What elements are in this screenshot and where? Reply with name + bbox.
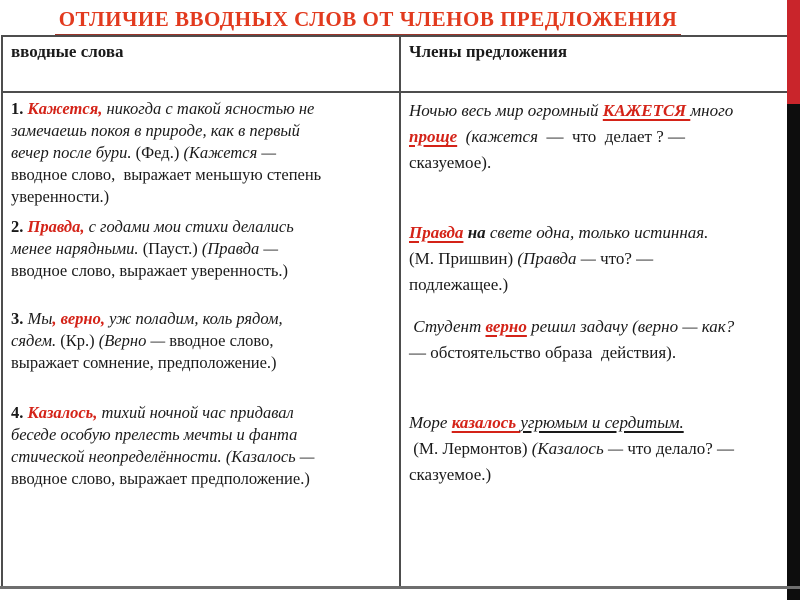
right-example-2: Правда на свете одна, только истинная. (М. Пришвин) (Правда — что? — подлежащее.) [409, 223, 709, 294]
left-column-cell [2, 92, 400, 586]
table-bottom-border [0, 586, 800, 589]
right-example-1: Ночью весь мир огромный КАЖЕТСЯ много проще (кажется — что делает ? — сказуемое). [409, 101, 734, 172]
left-example-4: 4. Казалось, тихий ночной час придавал беседе особую прелесть мечты и фанта стической неопределённости. (Казалось — вводное слово, выражает предположение.) [11, 403, 315, 488]
right-example-3: Студент верно решил задачу (верно — как? — обстоятельство образа действия). [409, 317, 735, 362]
left-example-2: 2. Правда, с годами мои стихи делались менее нарядными. (Пауст.) (Правда — вводное слово, выражает уверенность.) [11, 217, 294, 280]
comparison-table [1, 35, 800, 586]
table-row [2, 92, 800, 586]
left-example-3: 3. Мы, верно, уж поладим, коль рядом, сядем. (Кр.) (Верно — вводное слово, выражает сомнение, предположение.) [11, 309, 283, 372]
left-example-1: 1. Кажется, никогда с такой ясностью не замечаешь покоя в природе, как в первый вечер после бури. (Фед.) (Кажется — вводное слово, выражает меньшую степень уверенности.) [11, 99, 322, 206]
column-header-introductory-words: вводные слова [2, 36, 400, 92]
title-row [0, 7, 800, 36]
header-row [2, 36, 800, 92]
right-column-cell [400, 92, 800, 586]
column-header-sentence-members: Члены предложения [400, 36, 800, 92]
red-edge-stripe [787, 0, 800, 104]
page-title: ОТЛИЧИЕ ВВОДНЫХ СЛОВ ОТ ЧЛЕНОВ ПРЕДЛОЖЕНИЯ [55, 7, 682, 36]
black-edge-stripe [787, 104, 800, 600]
right-example-4: Море казалось угрюмым и сердитым. (М. Лермонтов) (Казалось — что делало? — сказуемое.) [409, 413, 735, 484]
